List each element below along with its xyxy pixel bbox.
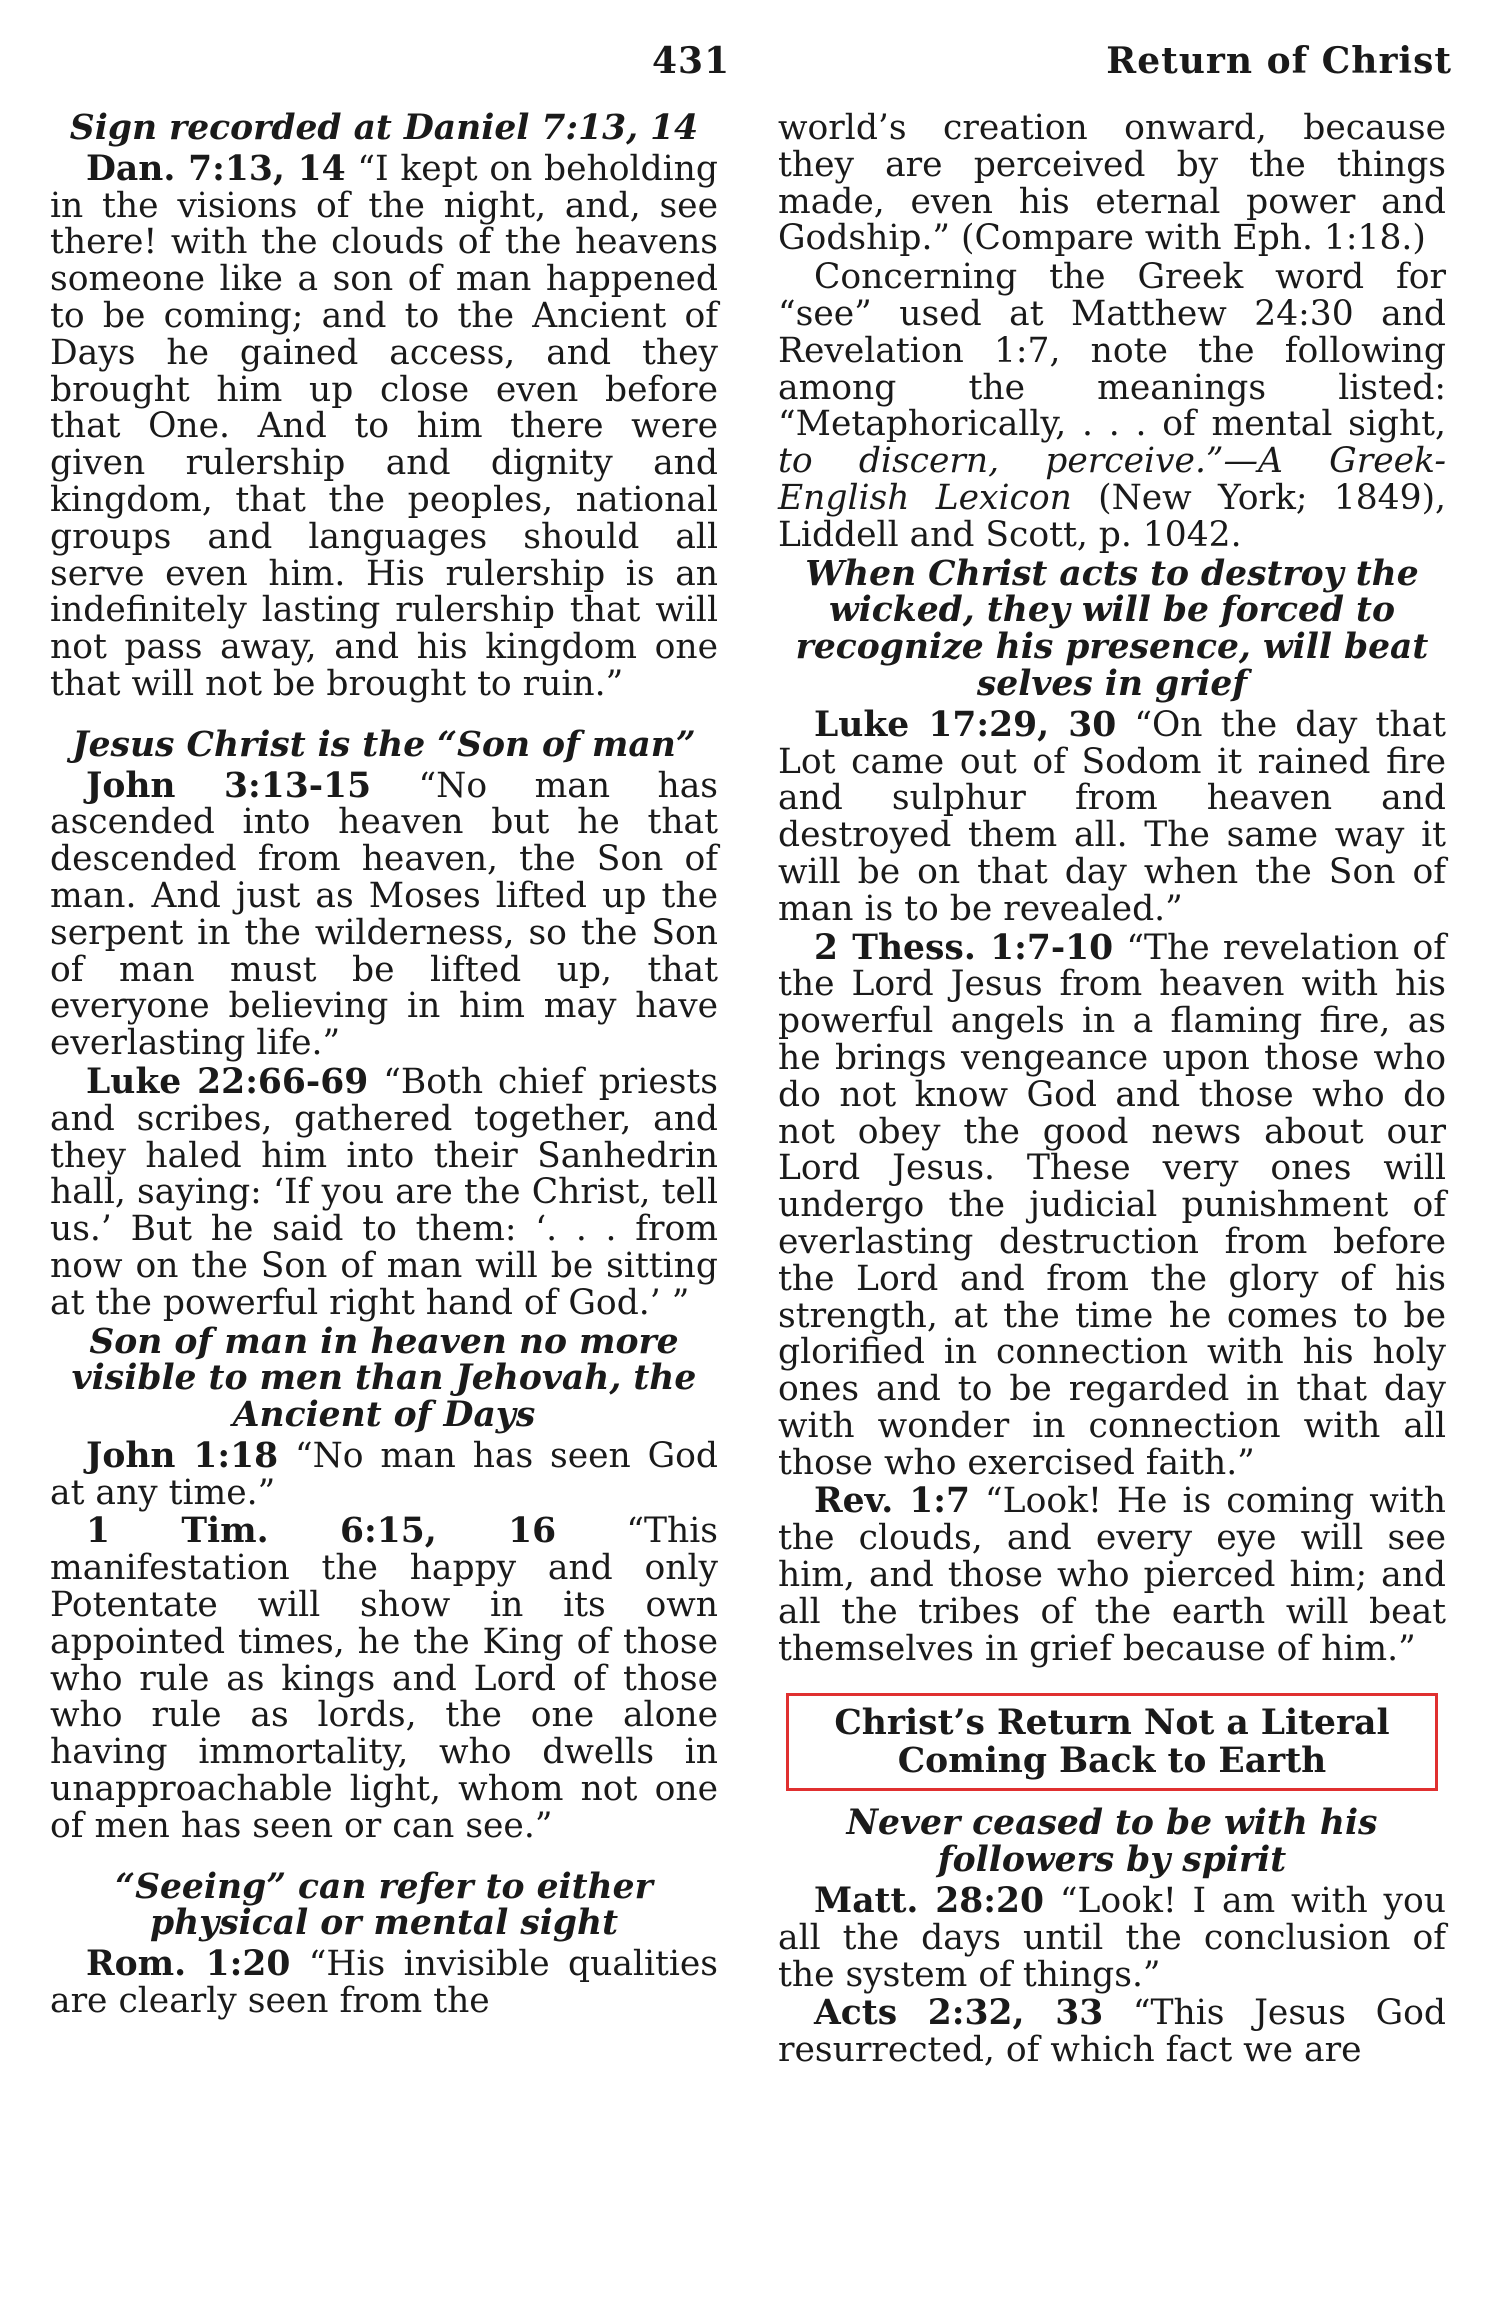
commentary-paragraph — [778, 259, 1446, 553]
subheading: “Seeing” can refer to either physical or mental sight — [115, 1866, 653, 1944]
subheading: Never ceased to be with his followers by spirit — [846, 1803, 1378, 1881]
scripture-reference: John 1:18 — [86, 1435, 279, 1476]
continued-paragraph: world’s creation onward, because they are perceived by the things made, even his eternal power and Godship.” (Compare with Eph. 1:18.) — [778, 108, 1446, 259]
scripture-reference: Luke 17:29, 30 — [814, 704, 1117, 745]
commentary-text: (New York; 1849), Liddell and Scott, p. 1042. — [778, 477, 1446, 555]
scripture-paragraph — [50, 765, 719, 1064]
lexicon-citation: to discern, perceive.”—A Greek-English Lexicon — [778, 441, 1446, 518]
scripture-text: “On the day that Lot came out of Sodom it rained fire and sulphur from heaven and destroyed them all. The same way it will be on that day when the Son of man is to be revealed.” — [778, 704, 1447, 929]
scripture-reference: Rom. 1:20 — [86, 1944, 291, 1985]
scripture-reference: John 3:13-15 — [86, 765, 372, 806]
left-column — [50, 110, 718, 2022]
scripture-paragraph — [778, 927, 1446, 1483]
scripture-reference: Luke 22:66-69 — [86, 1061, 369, 1102]
scripture-paragraph — [50, 1061, 719, 1323]
subheading: Jesus Christ is the “Son of man” — [72, 724, 696, 765]
scripture-paragraph — [778, 1883, 1446, 1993]
scripture-text: “Look! He is coming with the clouds, and every eye will see him, and those who pierced him; and all the tribes of the earth will beat themselves in grief because of him.” — [778, 1481, 1447, 1669]
scripture-paragraph — [50, 1513, 718, 1844]
scripture-text: “Both chief priests and scribes, gathered together, and they haled him into their Sanhedrin hall, saying: ‘If you are the Christ, tell us.’ But he said to them: ‘. . . from now on the Son of man will be sitting at the powerful right hand of God.’ ” — [50, 1061, 719, 1323]
scripture-text: “Look! I am with you all the days until the conclusion of the system of things.” — [778, 1881, 1446, 1995]
scripture-text: “This manifestation the happy and only Potentate will show in its own appointed times, he the King of those who rule as kings and Lord of those who rule as lords, the one alone having immortality, who dwells in unapproachable light, whom not one of men has seen or can see.” — [50, 1511, 718, 1846]
scripture-reference: Acts 2:32, 33 — [814, 1993, 1104, 2034]
scripture-text: “I kept on beholding in the visions of the night, and, see there! with the clouds of the heavens someone like a son of man happened to be coming; and to the Ancient of Days he gained access, and they brought him up close even before that One. And to him there were given rulership and dignity and kingdom, that the peoples, national groups and languages should all serve even him. His rulership is an indefinitely lasting rulership that will not pass away, and his kingdom one that will not be brought to ruin.” — [50, 148, 718, 704]
subheading: Sign recorded at Daniel 7:13, 14 — [69, 108, 699, 148]
scripture-paragraph — [50, 1946, 718, 2020]
section-title: Return of Christ — [1106, 40, 1452, 82]
scripture-reference: Dan. 7:13, 14 — [86, 148, 346, 189]
commentary-text: Concerning the Greek word for “see” used at Matthew 24:30 and Revelation 1:7, note the following among the meanings listed: “Metaphorically, . . . of mental sight, — [778, 257, 1446, 445]
scripture-reference: 2 Thess. 1:7-10 — [814, 927, 1114, 968]
scripture-text: “The revelation of the Lord Jesus from heaven with his powerful angels in a flaming fire, as he brings vengeance upon those who do not know God and those who do not obey the good news about our Lord Jesus. These very ones will undergo the judicial punishment of everlasting destruction from before the Lord and from the glory of his strength, at the time he comes to be glorified in connection with his holy ones and to be regarded in that day with wonder in connection with all those who exercised faith.” — [778, 927, 1446, 1483]
page-number: 431 — [652, 40, 731, 82]
subheading: Son of man in heaven no more visible to men than Jehovah, the Ancient of Days — [71, 1321, 697, 1436]
scripture-paragraph — [778, 704, 1447, 929]
scripture-text: “His invisible qualities are clearly seen from the — [50, 1944, 718, 2022]
scripture-text: “This Jesus God resurrected, of which fact we are — [778, 1993, 1446, 2071]
highlighted-section-heading: Christ’s Return Not a Literal Coming Back to Earth — [786, 1693, 1438, 1791]
scripture-text: “No man has seen God at any time.” — [50, 1435, 719, 1513]
scripture-text: “No man has ascended into heaven but he that descended from heaven, the Son of man. And just as Moses lifted up the serpent in the wilderness, so the Son of man must be lifted up, that everyone believing in him may have everlasting life.” — [50, 765, 719, 1064]
scripture-reference: 1 Tim. 6:15, 16 — [86, 1511, 557, 1552]
scripture-reference: Matt. 28:20 — [814, 1881, 1045, 1922]
scripture-paragraph — [778, 1995, 1446, 2069]
scripture-paragraph — [50, 148, 718, 704]
right-column — [778, 110, 1446, 2071]
scripture-paragraph — [778, 1483, 1446, 1667]
scripture-reference: Rev. 1:7 — [814, 1481, 971, 1522]
subheading: When Christ acts to destroy the wicked, they will be forced to recognize his presence, will beat selves in grief — [795, 553, 1429, 704]
scripture-paragraph — [50, 1435, 719, 1513]
